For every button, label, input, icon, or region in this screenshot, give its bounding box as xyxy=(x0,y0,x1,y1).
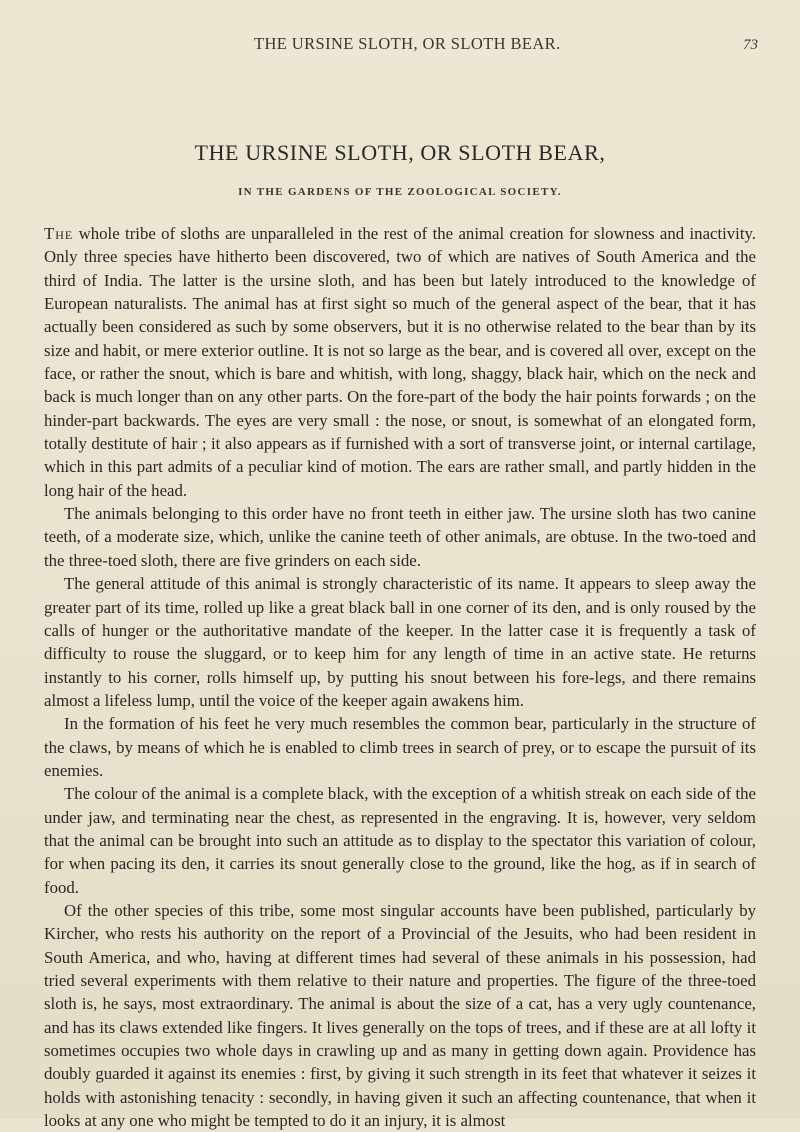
article-title: THE URSINE SLOTH, OR SLOTH BEAR, xyxy=(194,140,606,165)
opening-word: The xyxy=(44,224,74,243)
running-head xyxy=(0,34,800,56)
running-title: THE URSINE SLOTH, OR SLOTH BEAR. xyxy=(254,34,561,53)
paragraph: The general attitude of this animal is strongly characteristic of its name. It appears to sleep away the greater part of its time, rolled up like a great black ball in one corner of its den, and is only roused by the calls of hunger or the authoritative mandate of the keeper. In the latter case it is frequently a task of difficulty to rouse the sluggard, or to keep him for any length of time in an active state. He returns instantly to his corner, rolls himself up, by putting his snout between his fore-legs, and there remains almost a lifeless lump, until the voice of the keeper again awakens him. xyxy=(44,574,756,710)
page-number: 73 xyxy=(743,37,758,53)
paragraph xyxy=(44,222,756,502)
paragraph: The animals belonging to this order have no front teeth in either jaw. The ursine sloth has two canine teeth, of a moderate size, which, unlike the canine teeth of other animals, are obtuse. In the two-toed and the three-toed sloth, there are five grinders on each side. xyxy=(44,504,756,570)
paragraph-text: whole tribe of sloths are unparalleled in the rest of the animal creation for slowness and inactivity. Only three species have hitherto been discovered, two of which are natives of South America and the third of India. The latter is the ursine sloth, and has been but lately introduced to the knowledge of European naturalists. The animal has at first sight so much of the general aspect of the bear, that it has actually been considered as such by some observers, but it is no otherwise related to the bear than by its size and habit, or mere exterior outline. It is not so large as the bear, and is covered all over, except on the face, or rather the snout, which is bare and whitish, with long, shaggy, black hair, which on the neck and back is much longer than on any other parts. On the fore-part of the body the hair points forwards ; on the hinder-part backwards. The eyes are very small : the nose, or snout, is somewhat of an elongated form, totally destitute of hair ; it also appears as if furnished with a sort of transverse joint, or internal cartilage, which in this part admits of a peculiar kind of motion. The ears are rather small, and partly hidden in the long hair of the head. xyxy=(44,224,756,500)
paragraph: The colour of the animal is a complete black, with the exception of a whitish streak on each side of the under jaw, and terminating near the chest, as represented in the engraving. It is, however, very seldom that the animal can be brought into such an attitude as to display to the spectator this variation of colour, for when pacing its den, it carries its snout generally close to the ground, like the hog, as if in search of food. xyxy=(44,784,756,897)
paragraph: Of the other species of this tribe, some most singular accounts have been published, particularly by Kircher, who rests his authority on the report of a Provincial of the Jesuits, who had been resident in South America, and who, having at different times had several of these animals in his possession, had tried several experiments with them relative to their nature and properties. The figure of the three-toed sloth is, he says, most extraordinary. The animal is about the size of a cat, has a very ugly countenance, and has its claws extended like fingers. It lives generally on the tops of trees, and if these are at all lofty it sometimes occupies two whole days in crawling up and as many in getting down again. Providence has doubly guarded it against its enemies : first, by giving it such strength in its feet that whatever it seizes it holds with astonishing tenacity : secondly, in having given it such an affecting countenance, that when it looks at any one who might be tempted to do it an injury, it is almost xyxy=(44,900,756,1131)
article-body xyxy=(44,222,756,1132)
paragraph: In the formation of his feet he very much resembles the common bear, particularly in the structure of the claws, by means of which he is enabled to climb trees in search of prey, or to escape the pursuit of its enemies. xyxy=(44,714,756,780)
article-subtitle: IN THE GARDENS OF THE ZOOLOGICAL SOCIETY. xyxy=(238,186,562,198)
